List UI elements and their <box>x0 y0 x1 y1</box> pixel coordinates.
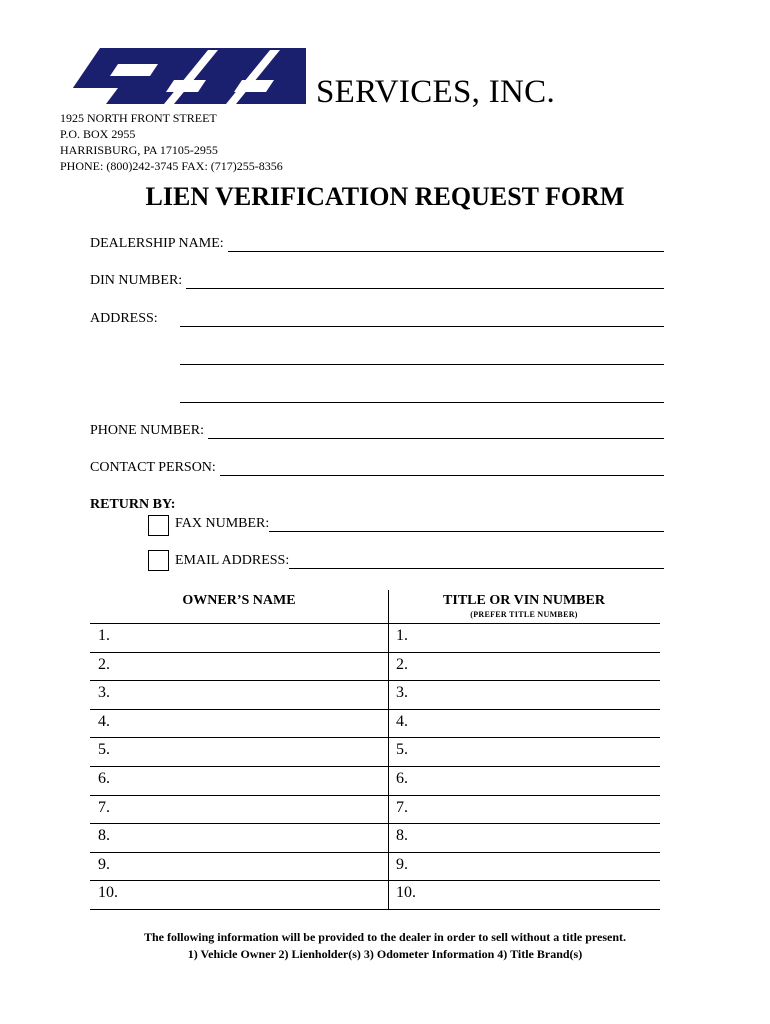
dealership-name-field[interactable] <box>228 237 664 252</box>
owner-name-cell[interactable]: 7. <box>98 798 110 816</box>
company-name: SERVICES, INC. <box>316 74 556 110</box>
table-row-divider <box>90 680 660 681</box>
dealership-name-row <box>90 236 664 252</box>
owner-name-cell[interactable]: 3. <box>98 684 110 702</box>
table-row-divider <box>90 766 660 767</box>
title-vin-cell[interactable]: 5. <box>396 741 408 759</box>
owner-name-cell[interactable]: 10. <box>98 884 118 902</box>
table-row-divider <box>90 737 660 738</box>
owner-name-cell[interactable]: 5. <box>98 741 110 759</box>
table-row-divider <box>90 880 660 881</box>
title-vin-cell[interactable]: 7. <box>396 798 408 816</box>
address-field-1[interactable] <box>180 312 664 327</box>
title-vin-cell[interactable]: 8. <box>396 827 408 845</box>
footer-info-list: 1) Vehicle Owner 2) Lienholder(s) 3) Odometer Information 4) Title Brand(s) <box>187 947 583 961</box>
email-label: EMAIL ADDRESS: <box>175 553 290 568</box>
fax-number-field[interactable] <box>269 517 664 532</box>
din-number-field[interactable] <box>186 274 664 289</box>
footer-note: The following information will be provided to the dealer in order to sell without a title present. <box>143 930 627 944</box>
company-address <box>60 110 283 174</box>
contact-person-label: CONTACT PERSON: <box>90 460 216 475</box>
phone-number-label: PHONE NUMBER: <box>90 423 204 438</box>
table-bottom-border <box>90 909 660 910</box>
table-row-divider <box>90 852 660 853</box>
owner-name-cell[interactable]: 9. <box>98 855 110 873</box>
email-row <box>175 553 664 569</box>
phone-number-field[interactable] <box>208 424 664 439</box>
phone-number-row <box>90 423 664 439</box>
owner-name-cell[interactable]: 1. <box>98 627 110 644</box>
title-vin-cell[interactable]: 2. <box>396 655 408 673</box>
table-row-divider <box>90 823 660 824</box>
title-vin-cell[interactable]: 1. <box>396 627 408 644</box>
title-vin-cell[interactable]: 3. <box>396 684 408 702</box>
address-po-box: P.O. BOX 2955 <box>60 127 136 141</box>
fax-checkbox[interactable] <box>148 515 169 536</box>
table-row-divider <box>90 709 660 710</box>
table-row-divider <box>90 795 660 796</box>
address-field-2[interactable] <box>180 364 664 365</box>
table-row-divider <box>90 652 660 653</box>
title-vin-subheader: (PREFER TITLE NUMBER) <box>470 610 578 619</box>
title-vin-cell[interactable]: 9. <box>396 855 408 873</box>
address-field-3[interactable] <box>180 402 664 403</box>
address-row <box>90 311 664 327</box>
company-logo <box>58 44 308 106</box>
email-address-field[interactable] <box>289 554 664 569</box>
din-number-label: DIN NUMBER: <box>90 273 183 288</box>
owner-name-cell[interactable]: 2. <box>98 655 110 673</box>
email-checkbox[interactable] <box>148 550 169 571</box>
return-by-label: RETURN BY: <box>90 497 176 512</box>
din-number-row <box>90 273 664 289</box>
fax-label: FAX NUMBER: <box>175 516 270 531</box>
owner-name-cell[interactable]: 8. <box>98 827 110 845</box>
address-phone-fax: PHONE: (800)242-3745 FAX: (717)255-8356 <box>60 159 283 173</box>
contact-person-row <box>90 460 664 476</box>
form-title: LIEN VERIFICATION REQUEST FORM <box>145 182 625 211</box>
title-vin-cell[interactable]: 4. <box>396 712 408 730</box>
owner-name-cell[interactable]: 4. <box>98 712 110 730</box>
owner-name-header: OWNER’S NAME <box>182 593 296 608</box>
address-street: 1925 NORTH FRONT STREET <box>60 111 217 125</box>
fax-row <box>175 516 664 532</box>
address-city: HARRISBURG, PA 17105-2955 <box>60 143 218 157</box>
dealership-name-label: DEALERSHIP NAME: <box>90 236 224 251</box>
contact-person-field[interactable] <box>220 461 664 476</box>
owner-name-cell[interactable]: 6. <box>98 770 110 787</box>
column-divider <box>388 590 389 909</box>
address-label: ADDRESS: <box>90 311 158 326</box>
title-vin-cell[interactable]: 10. <box>396 884 416 902</box>
title-vin-cell[interactable]: 6. <box>396 770 408 787</box>
title-vin-header: TITLE OR VIN NUMBER <box>443 593 605 608</box>
table-row-divider <box>90 623 660 624</box>
